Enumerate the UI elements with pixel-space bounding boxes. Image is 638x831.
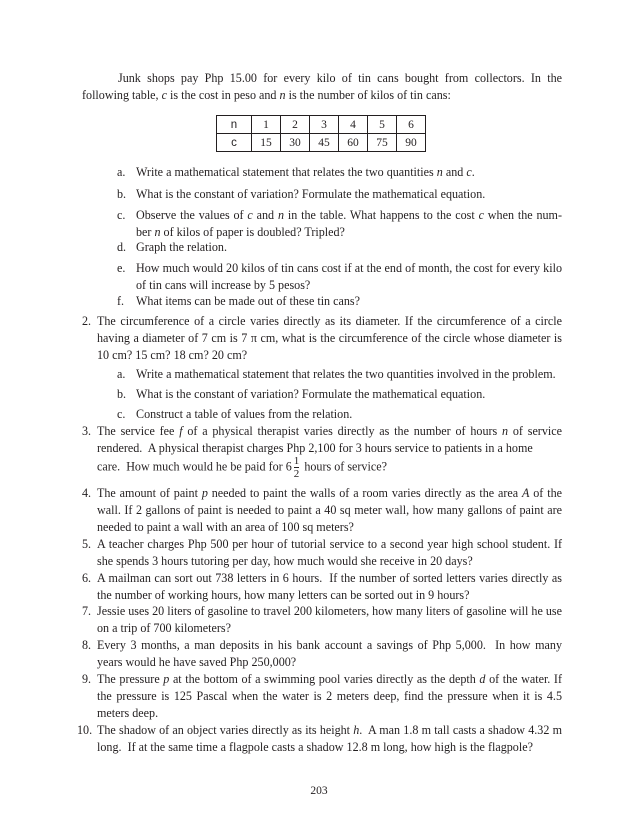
part-letter: a.	[117, 367, 126, 381]
problem1-part-b	[117, 186, 562, 203]
problem-2	[82, 313, 562, 364]
problem-text: Every 3 months, a man deposits in his bank account a savings of Php 5,000. In how many years would he have saved Php 250,000?	[97, 638, 562, 669]
problem-text: The pressure p at the bottom of a swimming pool varies directly as the depth d of the water. If the pressure is 125 Pascal when the water is 2 meters deep, find the pressure when it is 4.5 meters deep.	[97, 672, 562, 720]
problem1-part-e	[117, 260, 562, 294]
problem-number: 5.	[82, 537, 92, 551]
intro-text: is the cost in peso and	[166, 88, 280, 102]
problem-text: The service fee f of a physical therapist varies directly as the number of hours n of service rendered. A physical therapist charges Php 2,100 for 3 hours service to patients in a home	[97, 424, 562, 455]
problem-text: A teacher charges Php 500 per hour of tutorial service to a second year high school student. If she spends 3 hours tutoring per day, how much would she receive in 20 days?	[97, 537, 562, 568]
problem-10	[77, 722, 562, 756]
part-text: Construct a table of values from the relation.	[136, 407, 353, 421]
fraction-denominator: 2	[293, 468, 300, 480]
part-letter: c.	[117, 407, 126, 421]
table-cell: 75	[368, 134, 397, 152]
table-cell: 90	[397, 134, 426, 152]
problem-text: The circumference of a circle varies directly as its diameter. If the circumference of a circle having a diameter of 7 cm is 7 π cm, what is the circumference of the circle whose diameter is 10 cm? 15 cm? 18 cm? 20 cm?	[97, 314, 562, 362]
part-text: How much would 20 kilos of tin cans cost if at the end of month, the cost for every kilo of tin cans will increase by 5 pesos?	[136, 261, 562, 292]
mixed-fraction	[294, 455, 300, 480]
part-letter: b.	[117, 187, 127, 201]
part-text: Observe the values of c and n in the table. What happens to the cost c when the num-ber n of kilos of paper is doubled? Tripled?	[136, 208, 562, 239]
table-cell: 2	[281, 116, 310, 134]
table-cell: 5	[368, 116, 397, 134]
problem-text: Jessie uses 20 liters of gasoline to travel 200 kilometers, how many liters of gasoline will he use on a trip of 700 kilometers?	[97, 604, 562, 635]
problem-number: 8.	[82, 638, 92, 652]
intro-text: is the number of kilos of tin cans:	[285, 88, 451, 102]
table-cell: 4	[339, 116, 368, 134]
part-text: What is the constant of variation? Formulate the mathematical equation.	[136, 187, 486, 201]
problem-number: 4.	[82, 486, 92, 500]
problem-text: The amount of paint p needed to paint the walls of a room varies directly as the area A of the wall. If 2 gallons of paint is needed to paint a 40 sq meter wall, how many gallons of paint are needed to paint a wall with an area of 100 sq meters?	[97, 486, 562, 534]
values-table	[216, 115, 426, 152]
problem1-part-c	[117, 207, 562, 241]
part-letter: c.	[117, 208, 126, 222]
var-c: c	[161, 88, 167, 102]
problem-5	[82, 536, 562, 570]
intro-paragraph	[82, 70, 562, 104]
fraction-numerator: 1	[293, 455, 300, 467]
problem-number: 10.	[77, 723, 93, 737]
problem-number: 3.	[82, 424, 92, 438]
problem-7	[82, 603, 562, 637]
problem-number: 2.	[82, 314, 92, 328]
var-n: n	[279, 88, 286, 102]
part-letter: f.	[117, 294, 125, 308]
problem-4	[82, 485, 562, 536]
table-cell: 3	[310, 116, 339, 134]
table-cell: 30	[281, 134, 310, 152]
intro-text: Junk shops pay Php 15.00 for every kilo of tin cans bought from collectors. In the following table,	[82, 71, 562, 102]
problem-number: 6.	[82, 571, 92, 585]
part-letter: d.	[117, 240, 127, 254]
part-text: Write a mathematical statement that relates the two quantities n and c.	[136, 165, 475, 179]
part-letter: a.	[117, 165, 126, 179]
table-cell: 1	[252, 116, 281, 134]
page-number: 203	[310, 785, 328, 797]
problem2-part-b	[117, 386, 562, 403]
table-header-c: c	[217, 134, 252, 152]
part-text: Write a mathematical statement that relates the two quantities involved in the problem.	[136, 367, 556, 381]
problem-text: hours of service?	[304, 459, 387, 474]
table-row-n	[217, 116, 426, 134]
problem-text: A mailman can sort out 738 letters in 6 hours. If the number of sorted letters varies directly as the number of working hours, how many letters can be sorted out in 9 hours?	[97, 571, 562, 602]
problem1-part-a	[117, 164, 562, 181]
problem-6	[82, 570, 562, 604]
problem-number: 9.	[82, 672, 92, 686]
table-cell: 45	[310, 134, 339, 152]
problem-8	[82, 637, 562, 671]
problem1-part-f	[117, 293, 562, 310]
table-cell: 60	[339, 134, 368, 152]
table-cell: 15	[252, 134, 281, 152]
table-row-c	[217, 134, 426, 152]
problem-text: The shadow of an object varies directly as its height h. A man 1.8 m tall casts a shadow 4.32 m long. If at the same time a flagpole casts a shadow 12.8 m long, how high is the flagpole?	[97, 723, 562, 754]
problem2-part-c	[117, 406, 562, 423]
table-cell: 6	[397, 116, 426, 134]
problem-3-continued	[82, 455, 562, 480]
problem2-part-a	[117, 366, 562, 383]
problem-3	[82, 423, 562, 457]
problem1-part-d	[117, 239, 562, 256]
part-text: Graph the relation.	[136, 240, 228, 254]
part-letter: e.	[117, 261, 126, 275]
problem-text: care. How much would he be paid for 6	[97, 459, 292, 474]
part-letter: b.	[117, 387, 127, 401]
problem-number: 7.	[82, 604, 92, 618]
part-text: What is the constant of variation? Formulate the mathematical equation.	[136, 387, 486, 401]
problem-9	[82, 671, 562, 722]
table-header-n: n	[217, 116, 252, 134]
part-text: What items can be made out of these tin cans?	[136, 294, 360, 308]
